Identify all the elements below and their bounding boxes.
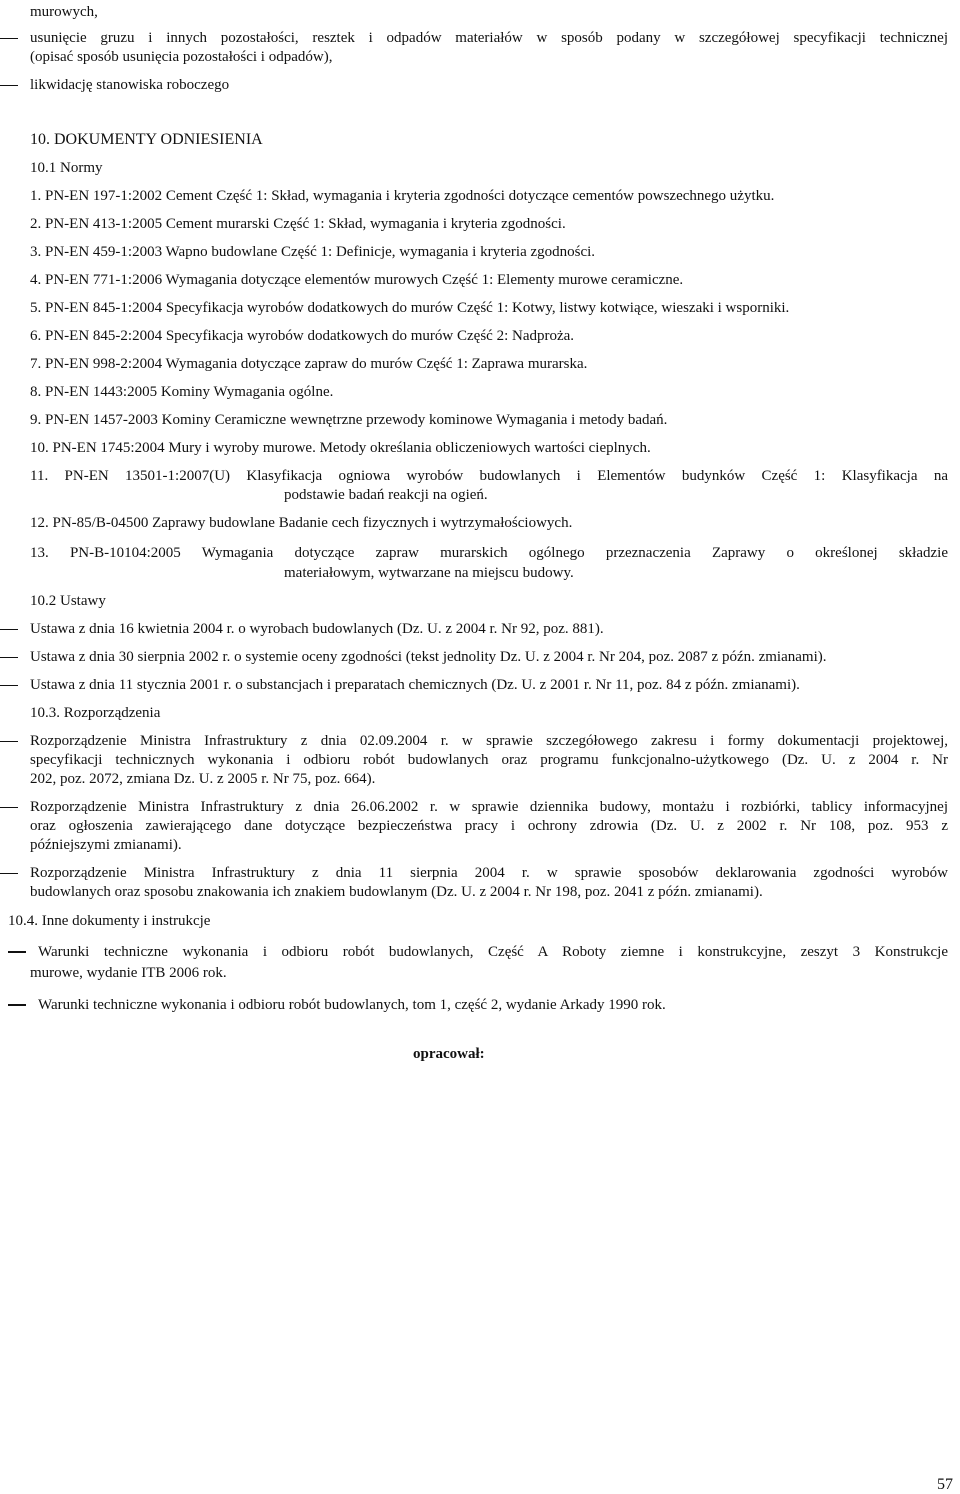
section-heading: 10. DOKUMENTY ODNIESIENIA (30, 131, 263, 148)
rozporzadzenie-line: budowlanych oraz sposobu znakowania ich znakiem budowlanym (Dz. U. z 2004 r. Nr 198, poz. 2041 z późn. zmianami). (30, 884, 763, 900)
norm-item: 6. PN-EN 845-2:2004 Specyfikacja wyrobów dodatkowych do murów Część 2: Nadproża. (30, 328, 575, 344)
rozporzadzenie-line: oraz ogłoszenia zawierającego dane dotyczące bezpieczeństwa pracy i ochrony zdrowia (Dz. U. z 2002 r. Nr 108, poz. 953 z (30, 818, 948, 834)
ustawa-item: Ustawa z dnia 30 sierpnia 2002 r. o systemie oceny zgodności (tekst jednolity Dz. U. z 2004 r. Nr 204, poz. 2087 z późn. zmianami). (30, 649, 827, 665)
bullet-text-line: usunięcie gruzu i innych pozostałości, resztek i odpadów materiałów w sposób podany w szczegółowej specyfikacji technicznej (30, 30, 948, 46)
bullet-dash (0, 85, 18, 86)
norm-item: 4. PN-EN 771-1:2006 Wymagania dotyczące elementów murowych Część 1: Elementy murowe ceramiczne. (30, 272, 684, 288)
inne-item-line: Warunki techniczne wykonania i odbioru robót budowlanych, Część A Roboty ziemne i konstrukcyjne, zeszyt 3 Konstrukcje (38, 944, 948, 960)
rozporzadzenie-line: specyfikacji technicznych wykonania i odbioru robót budowlanych oraz programu funkcjonalno-użytkowego (Dz. U. z 2004 r. Nr (30, 752, 948, 768)
bullet-dash (0, 741, 18, 742)
norm-item: 9. PN-EN 1457-2003 Kominy Ceramiczne wewnętrzne przewody kominowe Wymagania i metody badań. (30, 412, 668, 428)
bullet-dash (0, 807, 18, 808)
rozporzadzenie-line: późniejszymi zmianami). (30, 837, 182, 853)
continuation-text: murowych, (30, 4, 98, 20)
norm-item-continuation: materiałowym, wytwarzane na miejscu budowy. (284, 565, 574, 581)
norm-item-continuation: podstawie badań reakcji na ogień. (284, 487, 488, 503)
page-number: 57 (937, 1476, 953, 1493)
rozporzadzenie-line: 202, poz. 2072, zmiana Dz. U. z 2005 r. Nr 75, poz. 664). (30, 771, 376, 787)
rozporzadzenie-line: Rozporządzenie Ministra Infrastruktury z dnia 26.06.2002 r. w sprawie dziennika budowy, montażu i rozbiórki, tablicy informacyjnej (30, 799, 948, 815)
bullet-dash (8, 951, 26, 953)
subsection-heading-rozporzadzenia: 10.3. Rozporządzenia (30, 705, 161, 721)
subsection-heading-ustawy: 10.2 Ustawy (30, 593, 106, 609)
bullet-dash (0, 873, 18, 874)
norm-item: 2. PN-EN 413-1:2005 Cement murarski Część 1: Skład, wymagania i kryteria zgodności. (30, 216, 566, 232)
norm-item: 7. PN-EN 998-2:2004 Wymagania dotyczące zapraw do murów Część 1: Zaprawa murarska. (30, 356, 588, 372)
norm-item: 10. PN-EN 1745:2004 Mury i wyroby murowe. Metody określania obliczeniowych wartości cieplnych. (30, 440, 651, 456)
inne-item-line: murowe, wydanie ITB 2006 rok. (30, 965, 227, 981)
rozporzadzenie-line: Rozporządzenie Ministra Infrastruktury z dnia 02.09.2004 r. w sprawie szczegółowego zakresu i formy dokumentacji projektowej, (30, 733, 948, 749)
norm-item: 11. PN-EN 13501-1:2007(U) Klasyfikacja ogniowa wyrobów budowlanych i Elementów budynków Część 1: Klasyfikacja na (30, 468, 948, 484)
norm-item: 8. PN-EN 1443:2005 Kominy Wymagania ogólne. (30, 384, 334, 400)
subsection-heading-inne: 10.4. Inne dokumenty i instrukcje (8, 913, 211, 929)
ustawa-item: Ustawa z dnia 11 stycznia 2001 r. o substancjach i preparatach chemicznych (Dz. U. z 2001 r. Nr 11, poz. 84 z późn. zmianami). (30, 677, 800, 693)
signature-label: opracował: (413, 1046, 485, 1062)
bullet-dash (8, 1004, 26, 1006)
norm-item: 12. PN-85/B-04500 Zaprawy budowlane Badanie cech fizycznych i wytrzymałościowych. (30, 515, 573, 531)
subsection-heading-normy: 10.1 Normy (30, 160, 103, 176)
inne-item: Warunki techniczne wykonania i odbioru robót budowlanych, tom 1, część 2, wydanie Arkady 1990 rok. (38, 997, 666, 1013)
rozporzadzenie-line: Rozporządzenie Ministra Infrastruktury z dnia 11 sierpnia 2004 r. w sprawie sposobów deklarowania zgodności wyrobów (30, 865, 948, 881)
bullet-dash (0, 629, 18, 630)
bullet-text: likwidację stanowiska roboczego (30, 77, 230, 93)
bullet-dash (0, 685, 18, 686)
bullet-dash (0, 657, 18, 658)
norm-item: 3. PN-EN 459-1:2003 Wapno budowlane Część 1: Definicje, wymagania i kryteria zgodności. (30, 244, 596, 260)
bullet-dash (0, 38, 18, 39)
ustawa-item: Ustawa z dnia 16 kwietnia 2004 r. o wyrobach budowlanych (Dz. U. z 2004 r. Nr 92, poz. 881). (30, 621, 604, 637)
norm-item: 13. PN-B-10104:2005 Wymagania dotyczące zapraw murarskich ogólnego przeznaczenia Zaprawy o określonej składzie (30, 545, 948, 561)
norm-item: 1. PN-EN 197-1:2002 Cement Część 1: Skład, wymagania i kryteria zgodności dotyczące cementów powszechnego użytku. (30, 188, 775, 204)
norm-item: 5. PN-EN 845-1:2004 Specyfikacja wyrobów dodatkowych do murów Część 1: Kotwy, listwy kotwiące, wieszaki i wsporniki. (30, 300, 790, 316)
bullet-text-line: (opisać sposób usunięcia pozostałości i odpadów), (30, 49, 333, 65)
